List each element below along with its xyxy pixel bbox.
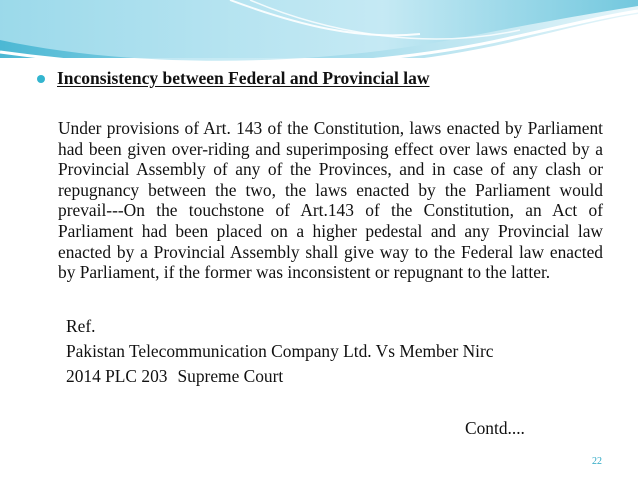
- citation-reference: 2014 PLC 203: [66, 366, 168, 386]
- slide-heading: Inconsistency between Federal and Provincial law: [57, 68, 430, 88]
- body-paragraph: Under provisions of Art. 143 of the Constitution, laws enacted by Parliament had been given over-riding and superimposing effect over laws enacted by a Provincial Assembly of any of the Provinces, and in case of any clash or repugnancy between the two, the laws enacted by the Parliament would prevail---On the touchstone of Art.143 of the Constitution, an Act of Parliament had been placed on a higher pedestal and any Provincial law enacted by a Provincial Assembly shall give way to the Federal law enacted by Parliament, if the former was inconsistent or repugnant to the latter.: [58, 118, 603, 283]
- page-number: 22: [592, 456, 602, 467]
- citation-court: Supreme Court: [177, 366, 284, 386]
- reference-label: Ref.: [66, 316, 96, 336]
- case-name: Pakistan Telecommunication Company Ltd. Vs Member Nirc: [66, 341, 494, 361]
- heading-row: [37, 68, 597, 89]
- citation: [66, 366, 283, 387]
- continued-label: Contd....: [465, 418, 525, 438]
- bullet-icon: [37, 75, 45, 83]
